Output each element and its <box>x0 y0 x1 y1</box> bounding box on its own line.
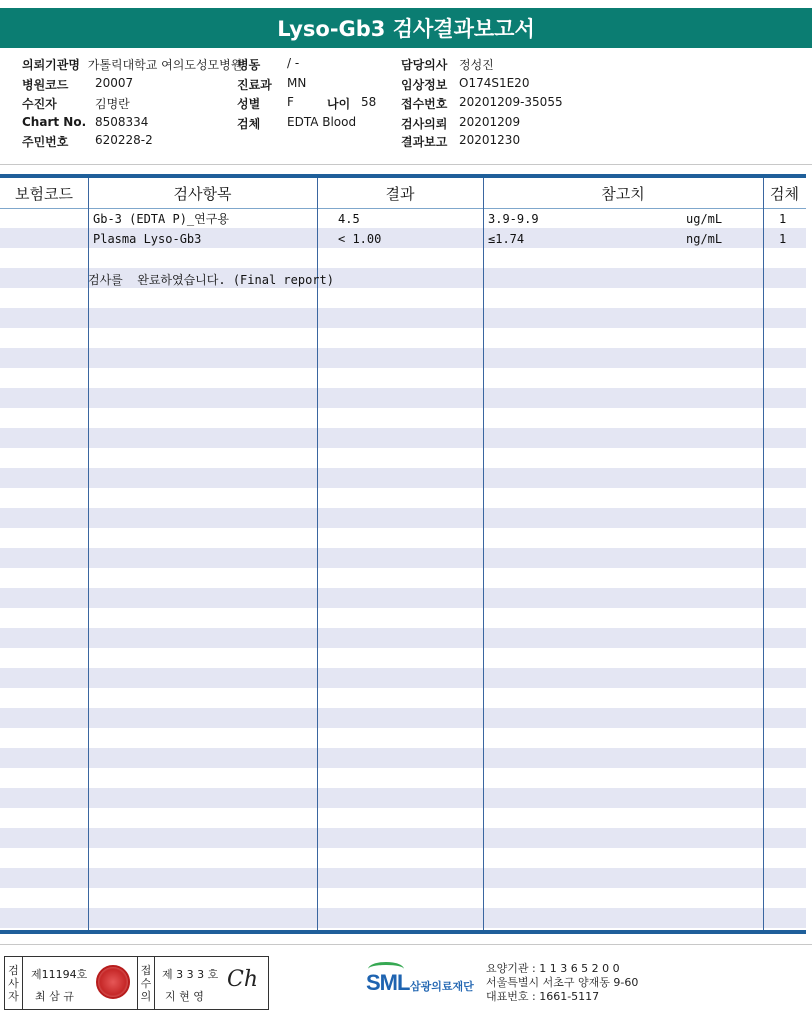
report-title: Lyso-Gb3 검사결과보고서 <box>0 8 812 48</box>
tester-vertical-label: 검사자 <box>5 957 23 1009</box>
table-stripe <box>0 868 806 888</box>
header-divider <box>0 164 812 165</box>
table-stripe <box>0 648 806 668</box>
signature-box <box>4 956 269 1010</box>
table-stripe <box>0 528 806 548</box>
footer-divider <box>0 944 812 945</box>
logo-org-name: 삼광의료재단 <box>410 980 474 993</box>
acceptor-name: 지 현 영 <box>165 990 204 1003</box>
doctor-label: 담당의사 <box>401 58 448 72</box>
table-stripe <box>0 728 806 748</box>
table-stripe <box>0 668 806 688</box>
col-divider <box>317 178 318 932</box>
doctor-value: 정성진 <box>459 58 494 72</box>
table-stripe <box>0 408 806 428</box>
table-stripe <box>0 768 806 788</box>
row-unit: ug/mL <box>686 212 723 226</box>
table-stripe <box>0 908 806 928</box>
specimen-value: EDTA Blood <box>287 115 357 129</box>
age-label: 나이 <box>327 97 351 111</box>
acceptor-license-no: 제 3 3 3 호 <box>162 968 219 981</box>
table-stripe <box>0 448 806 468</box>
row-result: 4.5 <box>338 212 360 226</box>
col-divider <box>763 178 764 932</box>
table-stripe <box>0 508 806 528</box>
report-date-label: 결과보고 <box>401 135 448 149</box>
table-stripe <box>0 588 806 608</box>
acceptor-vertical-label: 접수의 <box>137 957 155 1009</box>
table-stripe <box>0 328 806 348</box>
receipt-no-label: 접수번호 <box>401 97 448 111</box>
chart-no-value: 8508334 <box>95 115 149 129</box>
table-stripes <box>0 208 806 932</box>
row-unit: ng/mL <box>686 232 723 246</box>
results-table <box>0 178 806 932</box>
dept-label: 진료과 <box>237 78 272 92</box>
ward-value: / - <box>287 56 300 70</box>
col-header-result: 결과 <box>385 184 415 203</box>
logo-text: SML <box>366 970 410 995</box>
clinical-info-label: 임상정보 <box>401 78 448 92</box>
table-stripe <box>0 348 806 368</box>
patient-value: 김명란 <box>95 97 130 111</box>
row-specimen: 1 <box>779 232 787 246</box>
table-stripe <box>0 848 806 868</box>
table-stripe <box>0 388 806 408</box>
col-header-code: 보험코드 <box>15 184 73 203</box>
table-bottom-border <box>0 930 806 934</box>
lab-code: 요양기관 : 1 1 3 6 5 2 0 0 <box>486 962 620 975</box>
ward-label: 병동 <box>237 58 261 72</box>
col-header-reference: 참고치 <box>601 184 645 203</box>
table-stripe <box>0 488 806 508</box>
request-date-value: 20201209 <box>459 115 521 129</box>
handwritten-signature: Ch <box>227 967 259 992</box>
tester-name: 최 삼 규 <box>35 990 74 1003</box>
patient-label: 수진자 <box>22 97 57 111</box>
row-item: Gb-3 (EDTA P)_연구용 <box>93 212 229 226</box>
report-date-value: 20201230 <box>459 133 521 147</box>
table-stripe <box>0 368 806 388</box>
id-no-value: 620228-2 <box>95 133 153 147</box>
col-divider <box>483 178 484 932</box>
dept-value: MN <box>287 76 307 90</box>
sex-label: 성별 <box>237 97 261 111</box>
row-specimen: 1 <box>779 212 787 226</box>
id-no-label: 주민번호 <box>22 135 69 149</box>
table-stripe <box>0 548 806 568</box>
table-stripe <box>0 248 806 268</box>
institution-value: 가톨릭대학교 여의도성모병원 <box>87 58 243 72</box>
request-date-label: 검사의뢰 <box>401 117 448 131</box>
footer <box>0 948 812 1019</box>
row-reference: 3.9-9.9 <box>488 212 539 226</box>
hospital-code-value: 20007 <box>95 76 134 90</box>
receipt-no-value: 20201209-35055 <box>459 95 563 109</box>
table-stripe <box>0 888 806 908</box>
lab-phone: 대표번호 : 1661-5117 <box>486 990 600 1003</box>
col-divider <box>88 178 89 932</box>
table-stripe <box>0 568 806 588</box>
age-value: 58 <box>361 95 377 109</box>
tester-license-no: 제11194호 <box>31 968 88 981</box>
table-stripe <box>0 308 806 328</box>
row-item: Plasma Lyso-Gb3 <box>93 232 202 246</box>
table-stripe <box>0 628 806 648</box>
chart-no-label: Chart No. <box>22 115 87 129</box>
table-stripe <box>0 808 806 828</box>
table-stripe <box>0 428 806 448</box>
col-header-item: 검사항목 <box>173 184 232 203</box>
institution-label: 의뢰기관명 <box>22 58 80 72</box>
table-stripe <box>0 468 806 488</box>
table-stripe <box>0 688 806 708</box>
table-stripe <box>0 748 806 768</box>
row-reference: ≤1.74 <box>488 232 525 246</box>
specimen-label: 검체 <box>237 117 261 131</box>
lab-address: 서울특별시 서초구 양재동 9-60 <box>486 976 639 989</box>
table-stripe <box>0 708 806 728</box>
row-result: < 1.00 <box>338 232 382 246</box>
clinical-info-value: O174S1E20 <box>459 76 530 90</box>
sex-value: F <box>287 95 294 109</box>
table-stripe <box>0 288 806 308</box>
table-stripe <box>0 788 806 808</box>
table-stripe <box>0 828 806 848</box>
col-header-specimen: 검체 <box>770 184 799 203</box>
hospital-code-label: 병원코드 <box>22 78 69 92</box>
table-stripe <box>0 608 806 628</box>
lab-info <box>486 962 638 1004</box>
final-report-note: 검사를 완료하였습니다. (Final report) <box>88 273 334 287</box>
red-seal-stamp <box>96 965 130 999</box>
sml-logo <box>366 960 478 1002</box>
